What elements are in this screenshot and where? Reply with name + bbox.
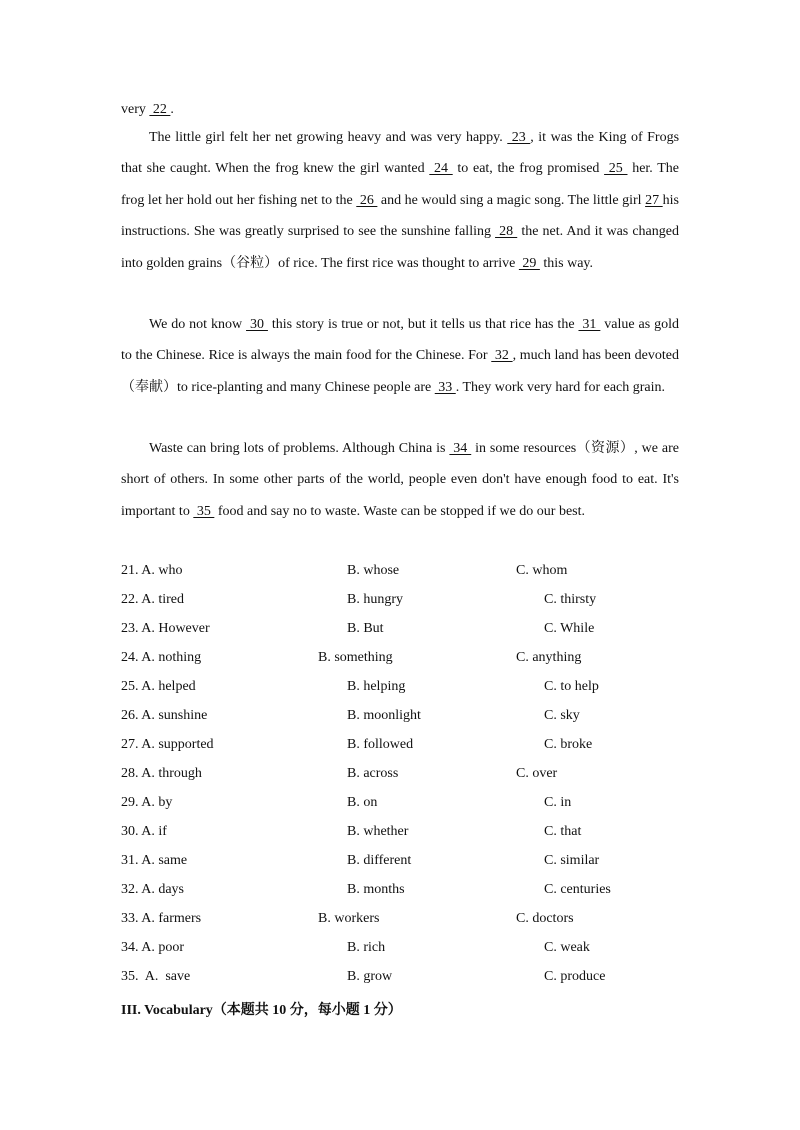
option-c: C. similar (544, 853, 600, 868)
option-a: 22. A. tired (121, 592, 184, 607)
question-33 (121, 911, 721, 931)
passage-paragraph-2 (121, 309, 679, 403)
passage-text: Waste can bring lots of problems. Although China is (149, 441, 450, 456)
option-a: 23. A. However (121, 621, 210, 636)
passage-text: food and say no to waste. Waste can be stopped if we do our best. (214, 503, 586, 519)
blank-24: 24 (429, 161, 453, 177)
option-a: 27. A. supported (121, 737, 214, 752)
option-c: C. anything (516, 650, 582, 665)
option-c: C. whom (516, 563, 568, 578)
option-c: C. weak (544, 940, 590, 955)
option-c: C. to help (544, 679, 599, 694)
passage-text: in some resources（资源）, we are short of others. In some other parts of the world, people even don't have enough food to eat. It's important to (121, 441, 680, 519)
passage-text: We do not know (149, 317, 247, 332)
question-22 (121, 592, 721, 612)
section-heading: III. Vocabulary（本题共 10 分，每小题 1 分） (121, 1003, 402, 1018)
passage-text: . They work very hard for each grain. (455, 379, 666, 395)
option-c: C. doctors (516, 911, 574, 926)
option-c: C. over (516, 766, 558, 781)
option-b: B. on (347, 795, 378, 810)
passage-text: this way. (539, 255, 594, 271)
option-a: 26. A. sunshine (121, 708, 208, 723)
blank-30: 30 (246, 317, 268, 332)
option-a: 35. A. save (121, 969, 191, 984)
question-29 (121, 795, 721, 815)
passage-text: . (170, 102, 174, 117)
blank-29: 29 (518, 255, 540, 271)
option-c: C. While (544, 621, 595, 636)
question-24 (121, 650, 721, 670)
blank-34: 34 (449, 441, 472, 456)
question-30 (121, 824, 721, 844)
passage-text: , it was the King of Frogs that she caught. When the frog knew the girl wanted (121, 130, 680, 177)
option-a: 31. A. same (121, 853, 188, 868)
passage-line-0 (121, 94, 679, 125)
passage-text: her. The frog let her hold out her fishing net to the (121, 161, 680, 208)
option-a: 32. A. days (121, 882, 184, 897)
question-25 (121, 679, 721, 699)
option-b: B. something (318, 650, 393, 665)
blank-33: 33 (434, 379, 456, 395)
passage-text: The little girl felt her net growing heavy and was very happy. (149, 130, 508, 145)
question-23 (121, 621, 721, 641)
option-c: C. sky (544, 708, 580, 723)
question-32 (121, 882, 721, 902)
question-34 (121, 940, 721, 960)
option-c: C. broke (544, 737, 593, 752)
blank-32: 32 (491, 348, 513, 364)
passage-paragraph-3 (121, 433, 679, 527)
blank-23: 23 (507, 130, 531, 145)
option-c: C. that (544, 824, 582, 839)
option-c: C. thirsty (544, 592, 597, 607)
option-b: B. hungry (347, 592, 403, 607)
option-a: 30. A. if (121, 824, 167, 839)
passage-text: and he would sing a magic song. The little girl (377, 192, 646, 208)
option-a: 33. A. farmers (121, 911, 202, 926)
blank-27: 27 (645, 192, 663, 208)
blank-26: 26 (356, 192, 378, 208)
blank-35: 35 (193, 503, 215, 519)
option-a: 21. A. who (121, 563, 183, 578)
passage-text: value as gold to the Chinese. Rice is always the main food for the Chinese. For (121, 317, 680, 364)
question-27 (121, 737, 721, 757)
option-b: B. workers (318, 911, 380, 926)
question-26 (121, 708, 721, 728)
option-b: B. followed (347, 737, 414, 752)
option-b: B. moonlight (347, 708, 421, 723)
option-b: B. different (347, 853, 412, 868)
option-c: C. in (544, 795, 572, 810)
option-b: B. helping (347, 679, 406, 694)
question-21 (121, 563, 721, 583)
option-c: C. produce (544, 969, 606, 984)
option-b: B. rich (347, 940, 386, 955)
option-b: B. across (347, 766, 399, 781)
passage-text: very (121, 102, 150, 117)
option-b: B. months (347, 882, 405, 897)
option-a: 29. A. by (121, 795, 173, 810)
passage-paragraph-1 (121, 122, 679, 279)
blank-25: 25 (604, 161, 628, 177)
blank-28: 28 (495, 224, 518, 240)
option-a: 25. A. helped (121, 679, 196, 694)
question-31 (121, 853, 721, 873)
option-b: B. But (347, 621, 384, 636)
blank-31: 31 (578, 317, 601, 332)
option-a: 24. A. nothing (121, 650, 202, 665)
option-c: C. centuries (544, 882, 611, 897)
option-b: B. whether (347, 824, 409, 839)
option-b: B. whose (347, 563, 400, 578)
passage-text: this story is true or not, but it tells us that rice has the (267, 317, 579, 332)
question-35 (121, 969, 721, 989)
option-a: 34. A. poor (121, 940, 184, 955)
blank-22: 22 (149, 102, 171, 117)
option-a: 28. A. through (121, 766, 202, 781)
passage-text: the net. And it was changed into golden grains（谷粒）of rice. The first rice was thought to arrive (121, 224, 679, 271)
option-b: B. grow (347, 969, 393, 984)
question-28 (121, 766, 721, 786)
passage-text: to eat, the frog promised (452, 161, 605, 177)
passage-text: his instructions. She was greatly surprised to see the sunshine falling (121, 192, 679, 240)
passage-text: , much land has been devoted （奉献）to rice-planting and many Chinese people are (121, 348, 679, 395)
